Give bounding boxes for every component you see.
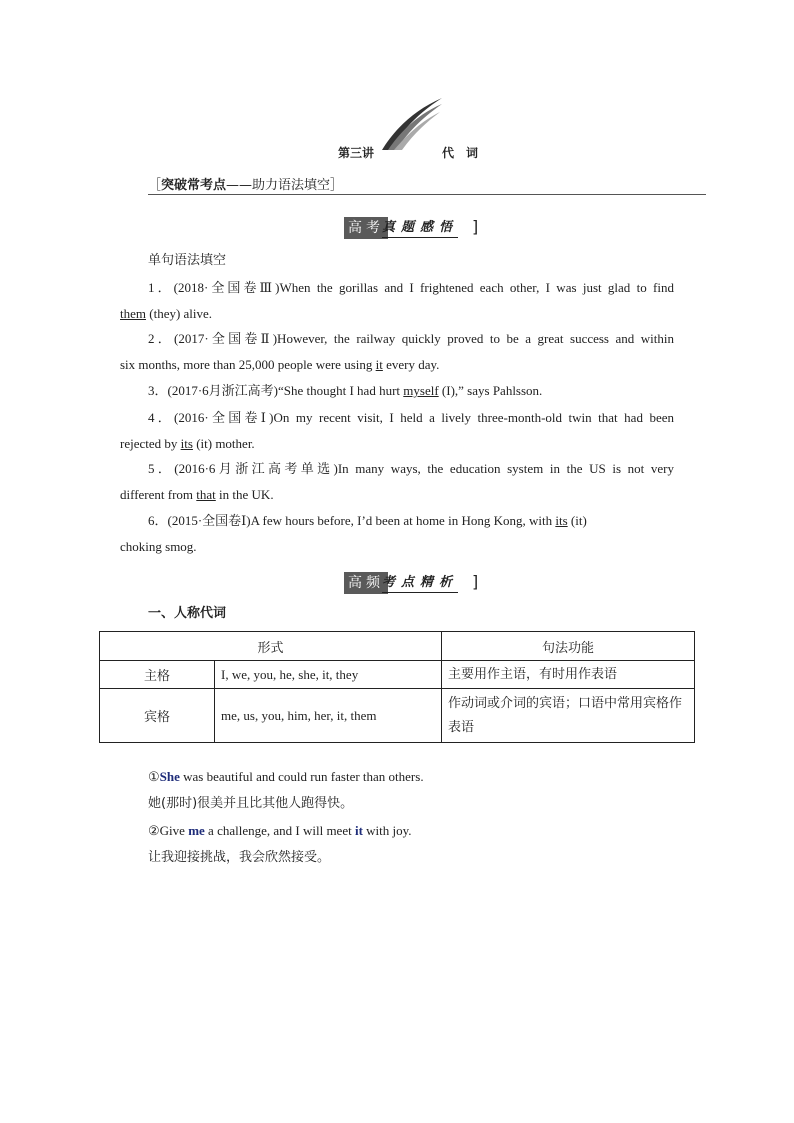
table-header: 句法功能 (442, 632, 695, 661)
item-1-answer: them (120, 306, 146, 321)
table-header-row (100, 632, 695, 661)
item-2-line2: six months, more than 25,000 people were using it every day. (120, 357, 440, 372)
banner-label: 真题感悟 (382, 219, 458, 238)
item-4-line1: 4．(2016·全国卷Ⅰ)On my recent visit, I held a lively three-month-old twin that had been (148, 410, 674, 425)
example-1-translation: 她(那时)很美并且比其他人跑得快。 (148, 796, 354, 811)
banner-key-points (344, 572, 484, 594)
exercise-heading: 单句语法填空 (148, 253, 227, 268)
example-2: ②Give me a challenge, and I will meet it with joy. (148, 823, 412, 838)
example-1: ①She was beautiful and could run faster than others. (148, 769, 424, 784)
item-6-answer: its (555, 513, 568, 528)
table-cell-forms: me, us, you, him, her, it, them (215, 689, 442, 743)
banner-label: 考点精析 (382, 574, 458, 593)
example-2-highlight-it: it (354, 823, 363, 838)
item-6-line2: choking smog. (120, 539, 197, 554)
item-5-line2: different from that in the UK. (120, 487, 274, 502)
table-cell-label: 宾格 (100, 689, 215, 743)
item-2-line1: 2．(2017·全国卷Ⅱ)However, the railway quickly proved to be a great success and within (148, 331, 674, 346)
example-2-highlight-me: me (188, 823, 205, 838)
table-cell-function: 作动词或介词的宾语；口语中常用宾格作表语 (442, 689, 695, 743)
item-3-line1: 3．(2017·6月浙江高考)“She thought I had hurt myself (I),” says Pahlsson. (148, 383, 543, 398)
lecture-name: 代 词 (442, 146, 479, 160)
table-row (100, 689, 695, 743)
table-cell-label: 主格 (100, 661, 215, 689)
table-cell-function: 主要用作主语，有时用作表语 (442, 661, 695, 689)
section-divider (148, 194, 706, 195)
table-header: 形式 (100, 632, 442, 661)
example-1-highlight: She (159, 769, 180, 784)
lecture-number: 第三讲 (338, 146, 375, 160)
bracket-open: ［ (148, 178, 162, 193)
banner-bracket: ] (472, 217, 479, 236)
item-5-answer: that (196, 487, 216, 502)
item-6-line1: 6．(2015·全国卷Ⅰ)A few hours before, I’d been at home in Hong Kong, with its (it) (148, 513, 587, 528)
item-1-line1: 1．(2018·全国卷Ⅲ)When the gorillas and I frightened each other, I was just glad to find (148, 280, 674, 295)
example-2-translation: 让我迎接挑战，我会欣然接受。 (148, 850, 331, 865)
table-cell-forms: I, we, you, he, she, it, they (215, 661, 442, 689)
banner-real-exam (344, 217, 484, 239)
bracket-close: ］ (330, 178, 344, 193)
banner-bracket: ] (472, 572, 479, 591)
section-heading-rest: ——助力语法填空 (226, 178, 331, 193)
item-4-answer: its (180, 436, 193, 451)
table-row (100, 661, 695, 689)
item-3-answer: myself (403, 383, 439, 398)
subheading-personal-pronouns: 一、人称代词 (148, 606, 227, 621)
item-1-line2: them (they) alive. (120, 306, 213, 321)
section-heading-bold: 突破常考点 (161, 178, 227, 193)
pronoun-table (99, 631, 695, 743)
item-4-line2: rejected by its (it) mother. (120, 436, 255, 451)
lecture-title (0, 144, 794, 162)
item-5-line1: 5．(2016·6月浙江高考单选)In many ways, the education system in the US is not very (148, 461, 674, 476)
banner-tag: 高频 (344, 572, 388, 594)
section-heading (148, 174, 343, 193)
item-2-answer: it (375, 357, 383, 372)
banner-tag: 高考 (344, 217, 388, 239)
